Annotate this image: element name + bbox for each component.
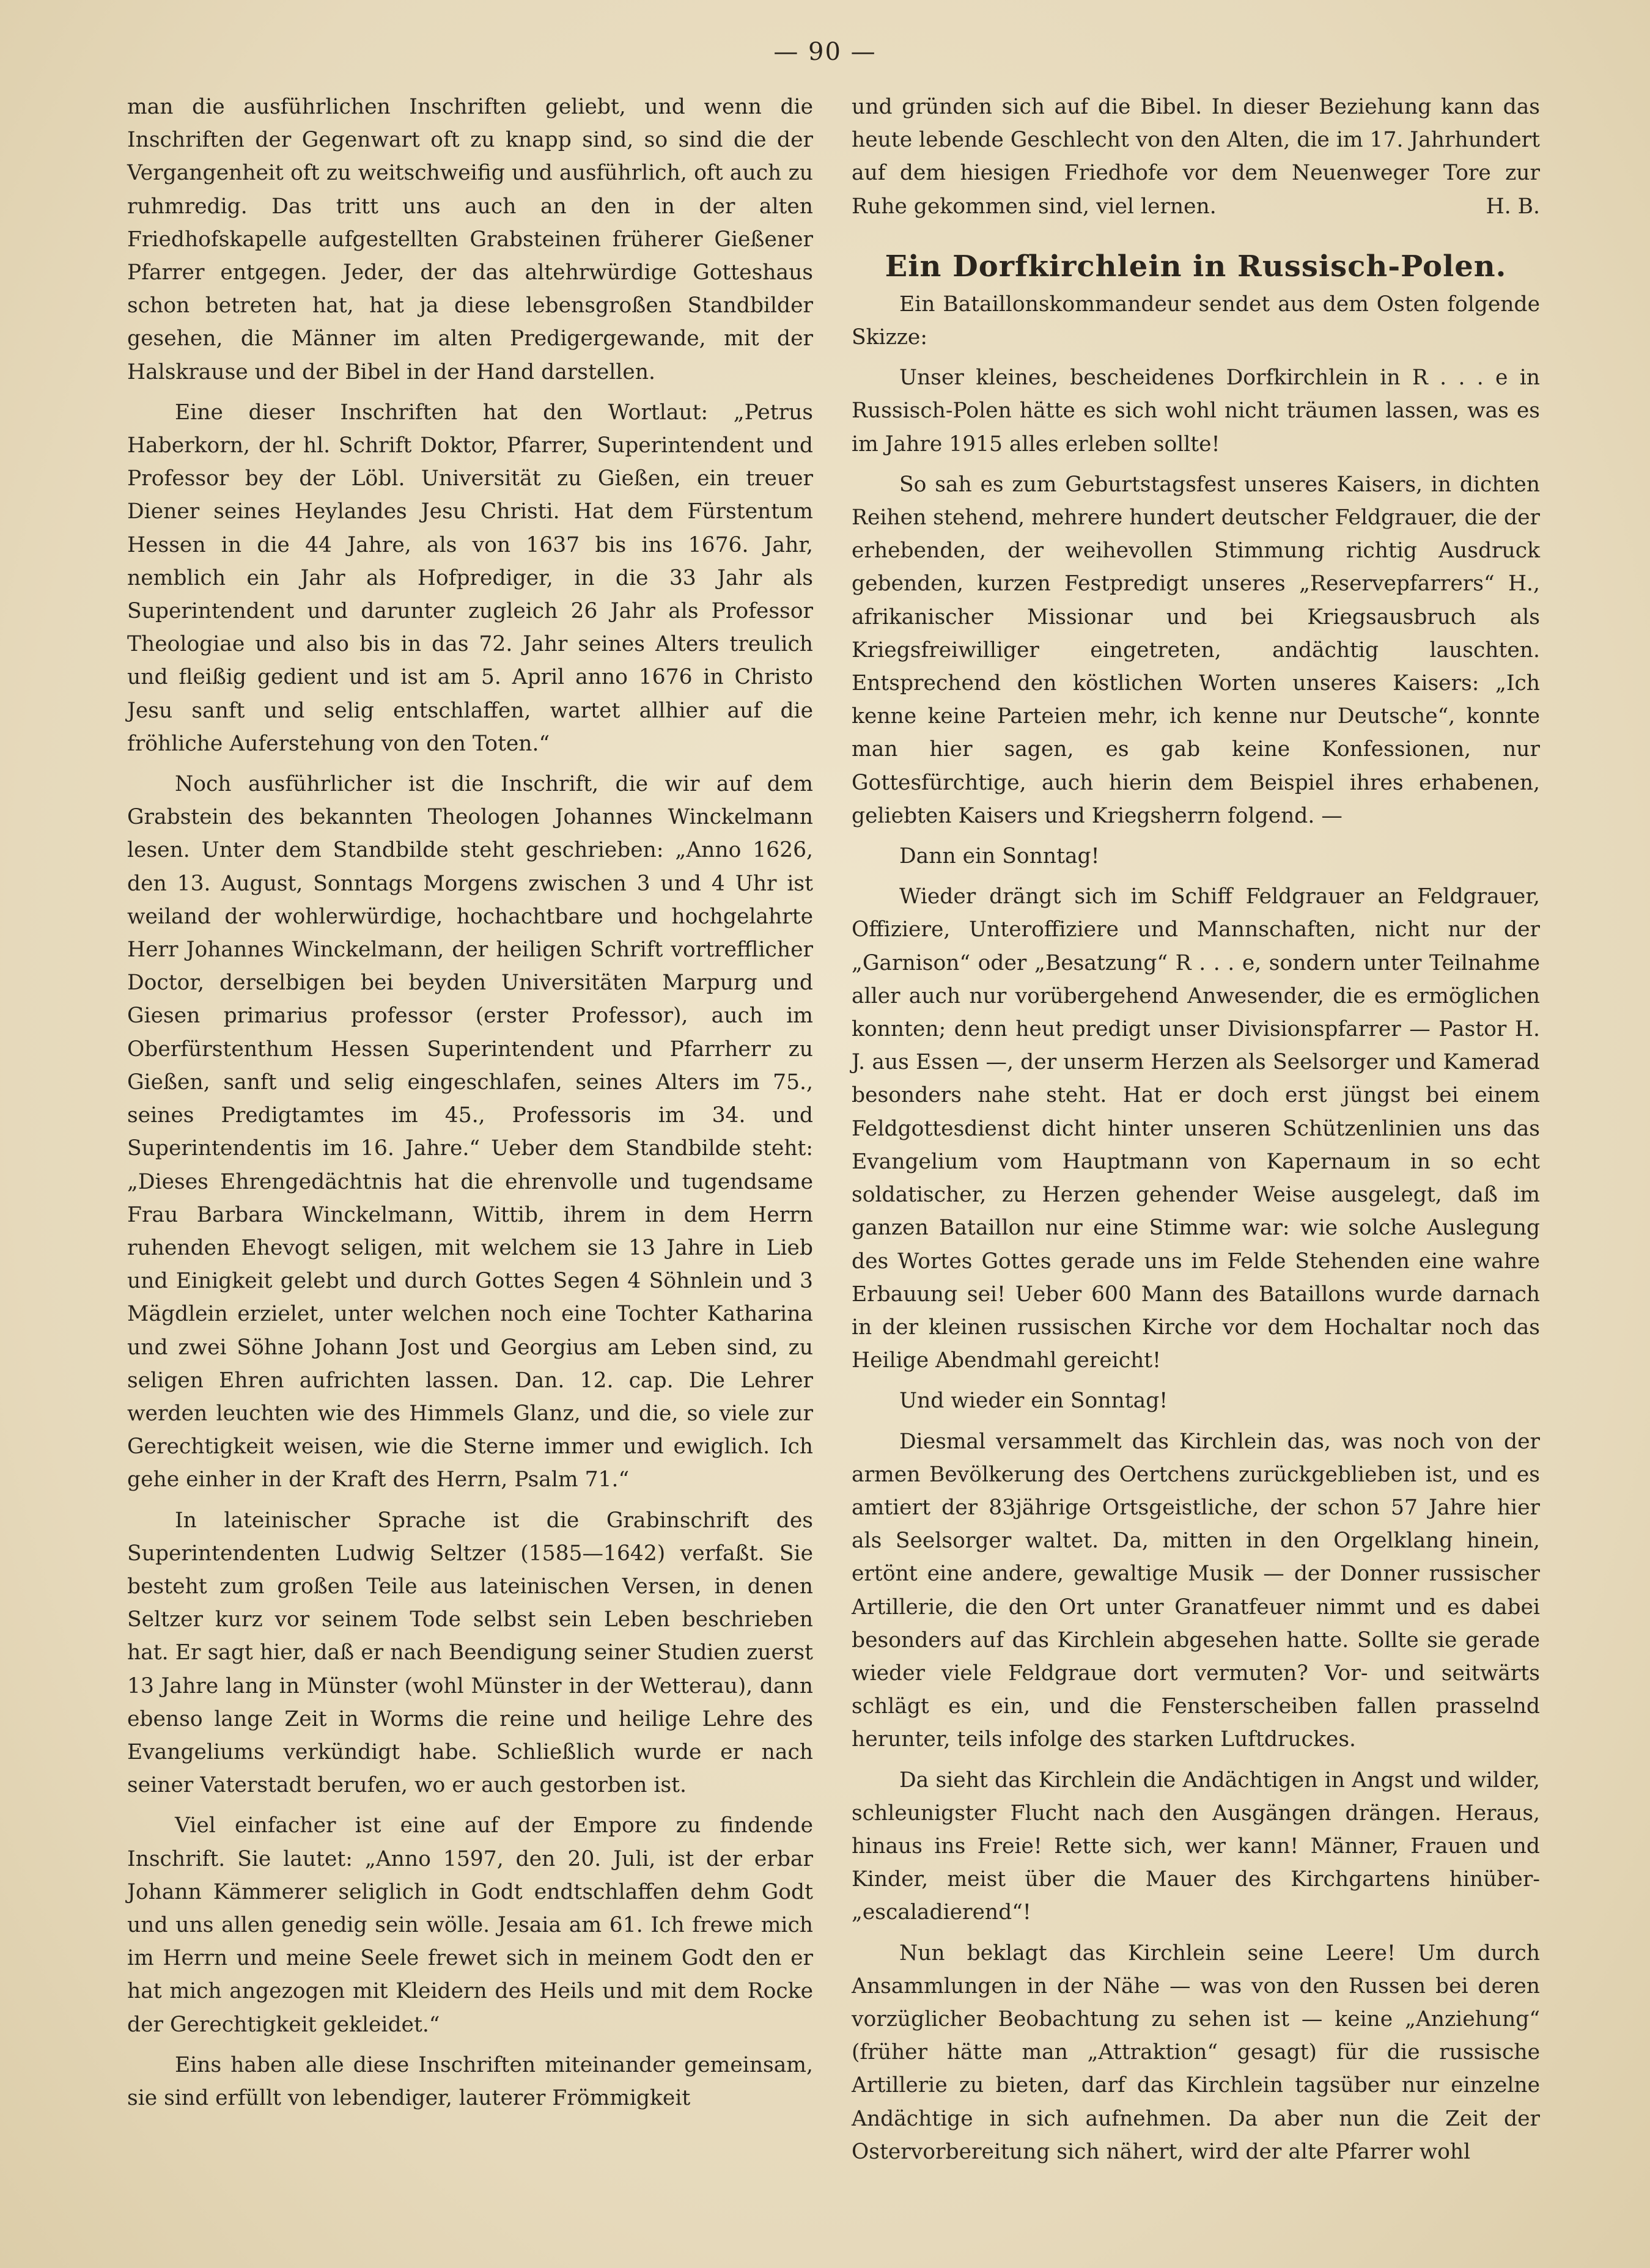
paragraph: Diesmal versammelt das Kirchlein das, was noch von der armen Bevölkerung des Oertchens zurückgeblieben ist, und es amtiert der 83jährige Ortsgeistliche, der schon 57 Jahre hier als Seelsorger waltet. Da, mitten in den Orgelklang hinein, ertönt eine andere, gewaltige Musik — der Donner russischer Artillerie, die den Ort unter Granatfeuer nimmt und es dabei besonders auf das Kirchlein abgesehen hatte. Sollte sie gerade wieder viele Feldgraue dort vermuten? Vor- und seitwärts schlägt es ein, und die Fensterscheiben fallen prasselnd herunter, teils infolge des starken Luftdruckes. — [852, 1429, 1540, 1752]
paragraph: Unser kleines, bescheidenes Dorfkirchlein in R . . . e in Russisch-Polen hätte es sich wohl nicht träumen lassen, was es im Jahre 1915 alles erleben sollte! — [852, 365, 1540, 457]
paragraph: man die ausführlichen Inschriften geliebt, und wenn die Inschriften der Gegenwart oft zu knapp sind, so sind die der Vergangenheit oft zu weitschweifig und ausführlich, oft auch zu ruhmredig. Das tritt uns auch an den in der alten Friedhofskapelle aufgestellten Grabsteinen früherer Gießener Pfarrer entgegen. Jeder, der das altehrwürdige Gotteshaus schon betreten hat, hat ja diese lebensgroßen Standbilder gesehen, die Männer im alten Predigergewande, mit der Halskrause und der Bibel in der Hand darstellen. — [127, 95, 813, 384]
paragraph: In lateinischer Sprache ist die Grabinschrift des Superintendenten Ludwig Seltzer (1585—1642) verfaßt. Sie besteht zum großen Teile aus lateinischen Versen, in denen Seltzer kurz vor seinem Tode selbst sein Leben beschrieben hat. Er sagt hier, daß er nach Beendigung seiner Studien zuerst 13 Jahre lang in Münster (wohl Münster in der Wetterau), dann ebenso lange Zeit in Worms die reine und heilige Lehre des Evangeliums verkündigt habe. Schließlich wurde er nach seiner Vaterstadt berufen, wo er auch gestorben ist. — [127, 1508, 813, 1798]
paragraph: Nun beklagt das Kirchlein seine Leere! Um durch Ansammlungen in der Nähe — was von den Russen bei deren vorzüglicher Beobachtung zu sehen ist — keine „Anziehung“ (früher hätte man „Attraktion“ gesagt) für die russische Artillerie zu bieten, darf das Kirchlein tagsüber nur einzelne Andächtige in sich aufnehmen. Da aber nun die Zeit der Ostervorbereitung sich nähert, wird der alte Pfarrer wohl — [852, 1940, 1540, 2164]
paragraph: Eine dieser Inschriften hat den Wortlaut: „Petrus Haberkorn, der hl. Schrift Doktor, Pfarrer, Superintendent und Professor bey der Löbl. Universität zu Gießen, ein treuer Diener seines Heylandes Jesu Christi. Hat dem Fürstentum Hessen in die 44 Jahre, als von 1637 bis ins 1676. Jahr, nemblich ein Jahr als Hofprediger, in die 33 Jahr als Superintendent und darunter zugleich 26 Jahr als Professor Theologiae und also bis in das 72. Jahr seines Alters treulich und fleißig gedient und ist am 5. April anno 1676 in Christo Jesu sanft und selig entschlaffen, wartet allhier auf die fröhliche Auferstehung von den Toten.“ — [127, 400, 813, 756]
paragraph: Eins haben alle diese Inschriften miteinander gemeinsam, sie sind erfüllt von lebendiger, lauterer Frömmigkeit — [127, 2052, 813, 2110]
left-column — [127, 90, 813, 2115]
continuation-text: und gründen sich auf die Bibel. In dieser Beziehung kann das heute lebende Geschlecht von den Alten, die im 17. Jahrhundert auf dem hiesigen Friedhofe vor dem Neuenweger Tore zur Ruhe gekommen sind, viel lernen. — [852, 95, 1540, 219]
paragraph: Wieder drängt sich im Schiff Feldgrauer an Feldgrauer, Offiziere, Unteroffiziere und Mannschaften, nicht nur der „Garnison“ oder „Besatzung“ R . . . e, sondern unter Teilnahme aller auch nur vorübergehend Anwesender, die es ermöglichen konnten; denn heut predigt unser Divisionspfarrer — Pastor H. J. aus Essen —, der unserm Herzen als Seelsorger und Kamerad besonders nahe steht. Hat er doch erst jüngst bei einem Feldgottesdienst dicht hinter unseren Schützenlinien uns das Evangelium vom Hauptmann von Kapernaum in so echt soldatischer, zu Herzen gehender Weise ausgelegt, daß im ganzen Bataillon nur eine Stimme war: wie solche Auslegung des Wortes Gottes gerade uns im Felde Stehenden eine wahre Erbauung sei! Ueber 600 Mann des Bataillons wurde darnach in der kleinen russischen Kirche vor dem Hochaltar noch das Heilige Abendmahl gereicht! — [852, 884, 1540, 1373]
paragraph: Da sieht das Kirchlein die Andächtigen in Angst und wilder, schleunigster Flucht nach den Ausgängen drängen. Heraus, hinaus ins Freie! Rette sich, wer kann! Männer, Frauen und Kinder, meist über die Mauer des Kirchgartens hinüber-„escaladierend“! — [852, 1767, 1540, 1925]
paragraph: Viel einfacher ist eine auf der Empore zu findende Inschrift. Sie lautet: „Anno 1597, den 20. Juli, ist der erbar Johann Kämmerer seliglich in Godt endtschlaffen dehm Godt und uns allen genedig sein wölle. Jesaia am 61. Ich frewe mich im Herrn und meine Seele frewet sich in meinem Godt den er hat mich angezogen mit Kleidern des Heils und mit dem Rocke der Gerechtigkeit gekleidet.“ — [127, 1813, 813, 2037]
right-column — [852, 90, 1540, 2168]
paragraph: Ein Bataillonskommandeur sendet aus dem Osten folgende Skizze: — [852, 292, 1540, 350]
continuation-paragraph — [852, 90, 1540, 223]
paragraph: Und wieder ein Sonntag! — [899, 1389, 1168, 1414]
paragraph: So sah es zum Geburtstagsfest unseres Kaisers, in dichten Reihen stehend, mehrere hundert deutscher Feldgrauer, die der erhebenden, der weihevollen Stimmung richtig Ausdruck gebenden, kurzen Festpredigt unseres „Reservepfarrers“ H., afrikanischer Missionar und bei Kriegsausbruch als Kriegsfreiwilliger eingetreten, andächtig lauschten. Entsprechend den köstlichen Worten unseres Kaisers: „Ich kenne keine Parteien mehr, ich kenne nur Deutsche“, konnte man hier sagen, es gab keine Konfessionen, nur Gottesfürchtige, auch hierin dem Beispiel ihres erhabenen, geliebten Kaisers und Kriegsherrn folgend. — — [852, 472, 1540, 828]
paragraph: Noch ausführlicher ist die Inschrift, die wir auf dem Grabstein des bekannten Theologen Johannes Winckelmann lesen. Unter dem Standbilde steht geschrieben: „Anno 1626, den 13. August, Sonntags Morgens zwischen 3 und 4 Uhr ist weiland der wohlerwürdige, hochachtbare und hochgelahrte Herr Johannes Winckelmann, der heiligen Schrift vortrefflicher Doctor, derselbigen bei beyden Universitäten Marpurg und Giesen primarius professor (erster Professor), auch im Oberfürstenthum Hessen Superintendent und Pfarrherr zu Gießen, sanft und selig eingeschlafen, seines Alters im 75., seines Predigtamtes im 45., Professoris im 34. und Superintendentis im 16. Jahre.“ Ueber dem Standbilde steht: „Dieses Ehrengedächtnis hat die ehrenvolle und tugendsame Frau Barbara Winckelmann, Wittib, ihrem in dem Herrn ruhenden Ehevogt seligen, mit welchem sie 13 Jahre in Lieb und Einigkeit gelebt und durch Gottes Segen 4 Söhnlein und 3 Mägdlein erzielet, unter welchen noch eine Tochter Katharina und zwei Söhne Johann Jost und Georgius am Leben sind, zu seligen Ehren aufrichten lassen. Dan. 12. cap. Die Lehrer werden leuchten wie des Himmels Glanz, und die, so viele zur Gerechtigkeit weisen, wie die Sterne immer und ewiglich. Ich gehe einher in der Kraft des Herrn, Psalm 71.“ — [127, 772, 813, 1492]
article-title: Ein Dorfkirchlein in Russisch-Polen. — [885, 249, 1507, 284]
paragraph: Dann ein Sonntag! — [899, 844, 1100, 869]
author-signature: H. B. — [1486, 194, 1540, 219]
page-number: — 90 — — [773, 38, 877, 66]
